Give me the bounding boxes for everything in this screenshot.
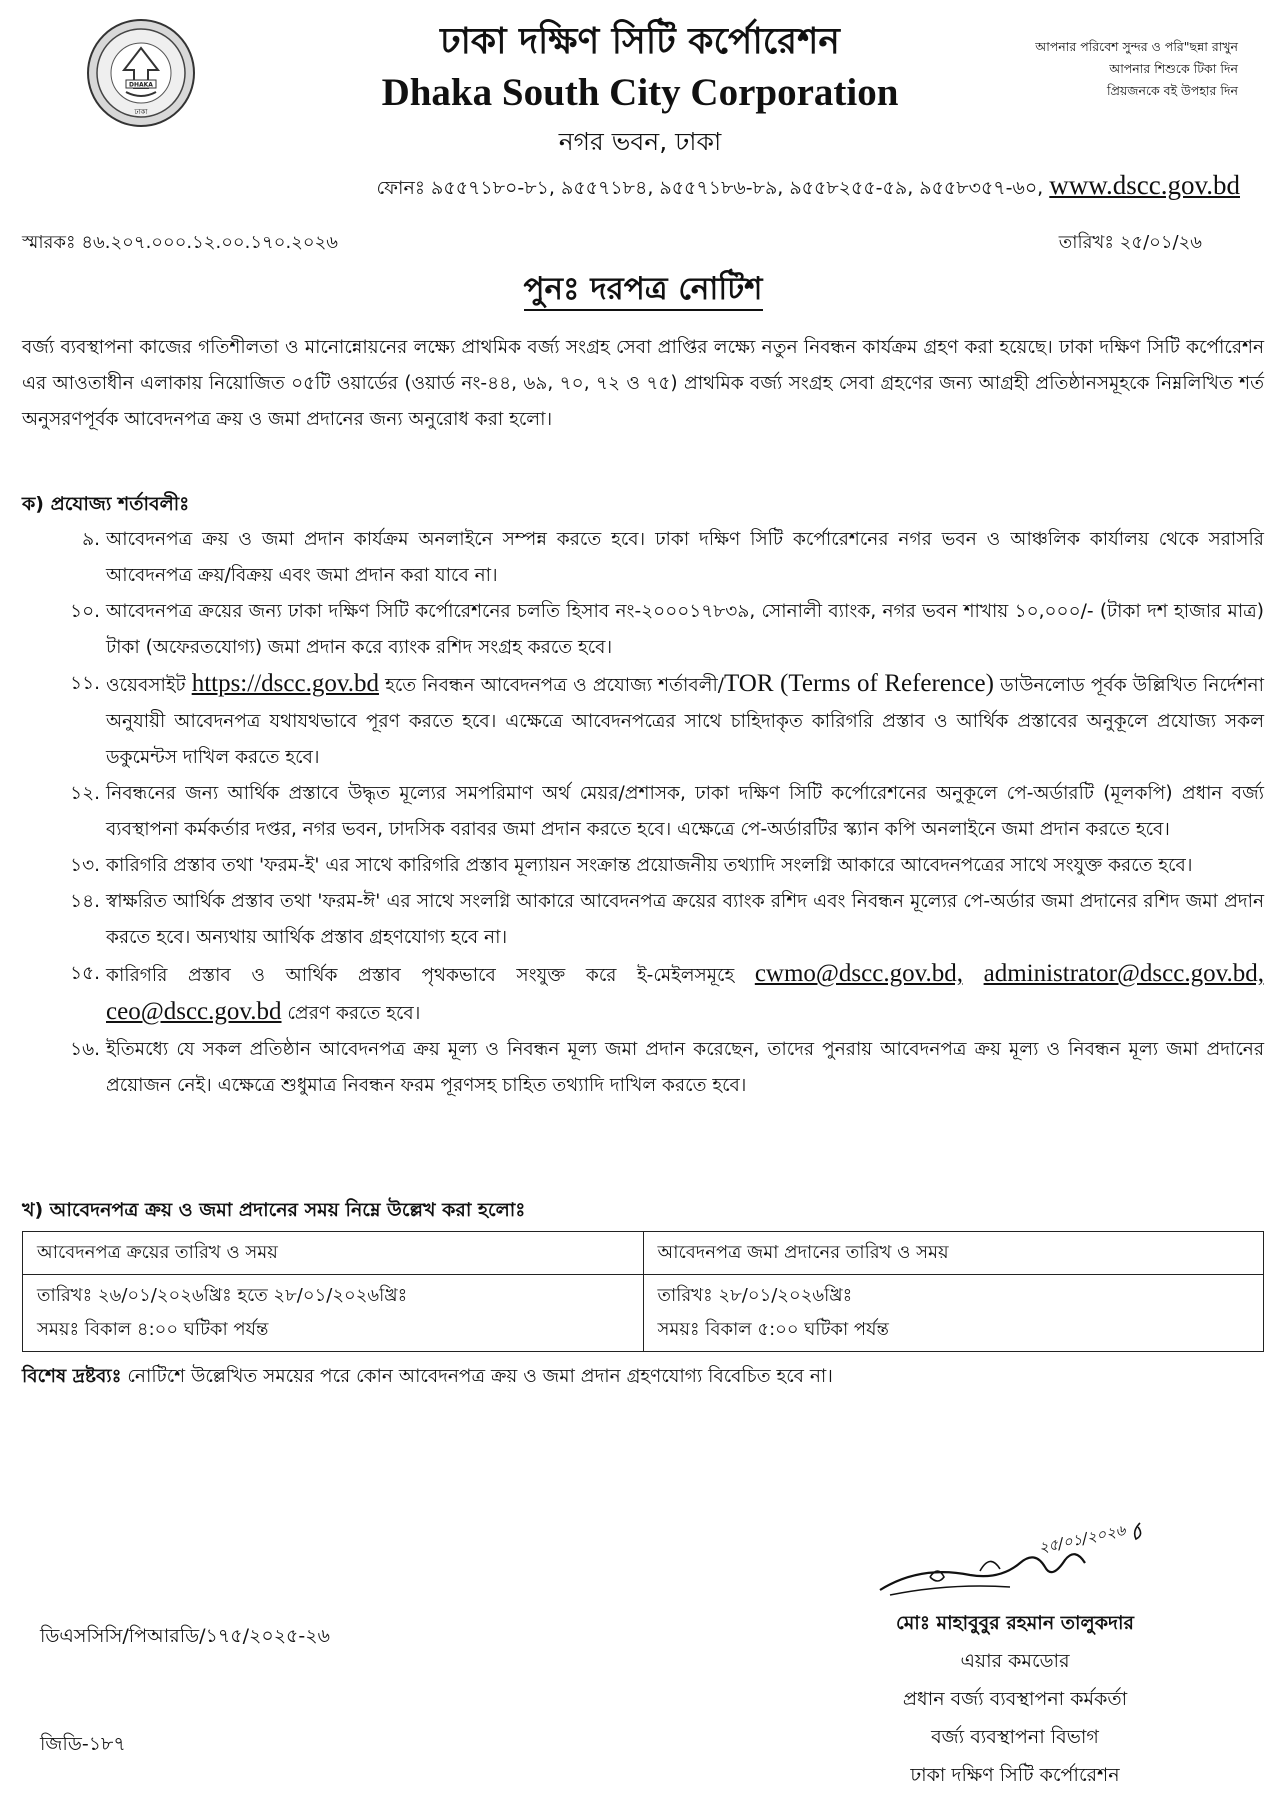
item-number: ১৩. — [70, 855, 100, 876]
item-text-part: হতে নিবন্ধন আবেদনপত্র ও প্রযোজ্য শর্তাবলী/ — [385, 675, 724, 696]
list-item — [22, 956, 1264, 1032]
slogan-2: আপনার শিশুকে টিকা দিন — [1109, 61, 1238, 76]
item-text — [106, 956, 1264, 1032]
item-number: ৯. — [82, 529, 100, 550]
gd-number: জিডি-১৮৭ — [40, 1733, 126, 1755]
item-number: ১১. — [70, 673, 100, 694]
contact-line — [110, 170, 1240, 206]
memo-number: স্মারকঃ ৪৬.২০৭.০০০.১২.০০.১৭০.২০২৬ — [22, 232, 338, 253]
notice-date: তারিখঃ ২৫/০১/২৬ — [1058, 232, 1202, 253]
schedule-table — [22, 1231, 1264, 1352]
signature-date: ২৫/০১/২০২৬ — [1037, 1520, 1128, 1557]
signatory-designation: প্রধান বর্জ্য ব্যবস্থাপনা কর্মকর্তা — [902, 1688, 1128, 1710]
email-link-cwmo[interactable]: cwmo@dscc.gov.bd, — [754, 960, 963, 987]
special-note-text: নোটিশে উল্লেখিত সময়ের পরে কোন আবেদনপত্র ক্রয় ও জমা প্রদান গ্রহণযোগ্য বিবেচিত হবে না। — [127, 1366, 833, 1387]
list-item — [22, 884, 1264, 956]
submit-schedule-cell — [643, 1275, 1264, 1352]
email-link-ceo[interactable]: ceo@dscc.gov.bd — [106, 998, 282, 1025]
item-text: আবেদনপত্র ক্রয়ের জন্য ঢাকা দক্ষিণ সিটি কর্পোরেশনের চলতি হিসাব নং-২০০০১৭৮৩৯, সোনালী ব্যাংক, নগর ভবন শাখায় ১০,০০০/- (টাকা দশ হাজার মাত্র) টাকা (অফেরতযোগ্য) জমা প্রদান করে ব্যাংক রশিদ সংগ্রহ করতে হবে। — [106, 601, 1264, 658]
slogans — [938, 36, 1238, 102]
item-text-part: ডাউনলোড পূর্বক উল্লিখিত নির্দেশনা অনুযায়ী আবেদনপত্র যথাযথভাবে পূরণ করতে হবে। এক্ষেত্রে আবেদনপত্রের সাথে চাহিদাকৃত কারিগরি প্রস্তাব ও আর্থিক প্রস্তাবের অনুকূলে প্রযোজ্য সকল ডকুমেন্টস দাখিল করতে হবে। — [106, 675, 1264, 768]
item-text — [106, 666, 1264, 776]
slogan-1: আপনার পরিবেশ সুন্দর ও পরি"ছন্না রাখুন — [1035, 39, 1238, 54]
org-name-bangla: ঢাকা দক্ষিণ সিটি কর্পোরেশন — [440, 21, 840, 62]
item-number: ১০. — [70, 601, 100, 622]
list-item — [22, 594, 1264, 666]
notice-title — [0, 265, 1286, 317]
phone-numbers: ফোনঃ ৯৫৫৭১৮০-৮১, ৯৫৫৭১৮৪, ৯৫৫৭১৮৬-৮৯, ৯৫৫৮২৫৫-৫৯, ৯৫৫৮৩৫৭-৬০, — [376, 177, 1044, 199]
section-b-heading: খ) আবেদনপত্র ক্রয় ও জমা প্রদানের সময় নিম্নে উল্লেখ করা হলোঃ — [22, 1199, 526, 1221]
list-item — [22, 522, 1264, 594]
table-header-cell: আবেদনপত্র ক্রয়ের তারিখ ও সময় — [23, 1232, 644, 1275]
item-number: ১৪. — [70, 891, 100, 912]
item-number: ১৫. — [70, 963, 100, 984]
item-text: স্বাক্ষরিত আর্থিক প্রস্তাব তথা 'ফরম-ঈ' এর সাথে সংলগ্নি আকারে আবেদনপত্র ক্রয়ের ব্যাংক রশিদ এবং নিবন্ধন মূল্যের পে-অর্ডার জমা প্রদানের রশিদ জমা প্রদান করতে হবে। অন্যথায় আর্থিক প্রস্তাব গ্রহণযোগ্য হবে না। — [106, 891, 1264, 948]
item-text: কারিগরি প্রস্তাব তথা 'ফরম-ই' এর সাথে কারিগরি প্রস্তাব মূল্যায়ন সংক্রান্ত প্রয়োজনীয় তথ্যাদি সংলগ্নি আকারে আবেদনপত্রের সাথে সংযুক্ত করতে হবে। — [106, 855, 1193, 876]
item-text: ইতিমধ্যে যে সকল প্রতিষ্ঠান আবেদনপত্র ক্রয় মূল্য ও নিবন্ধন মূল্য জমা প্রদান করেছেন, তাদের পুনরায় আবেদনপত্র ক্রয় মূল্য ও নিবন্ধন মূল্য জমা প্রদানের প্রয়োজন নেই। এক্ষেত্রে শুধুমাত্র নিবন্ধন ফরম পূরণসহ চাহিত তথ্যাদি দাখিল করতে হবে। — [106, 1039, 1264, 1096]
item-text-part: প্রেরণ করতে হবে। — [287, 1003, 421, 1024]
purchase-schedule-cell — [23, 1275, 644, 1352]
item-text: আবেদনপত্র ক্রয় ও জমা প্রদান কার্যক্রম অনলাইনে সম্পন্ন করতে হবে। ঢাকা দক্ষিণ সিটি কর্পোরেশনের নগর ভবন ও আঞ্চলিক কার্যালয় থেকে সরাসরি আবেদনপত্র ক্রয়/বিক্রয় এবং জমা প্রদান করা যাবে না। — [106, 529, 1264, 586]
signatory-name: মোঃ মাহাবুবুর রহমান তালুকদার — [896, 1612, 1134, 1634]
list-item — [22, 1032, 1264, 1104]
section-a-heading: ক) প্রযোজ্য শর্তাবলীঃ — [22, 493, 190, 515]
logo-text: DHAKA — [129, 81, 153, 89]
org-name-english: Dhaka South City Corporation — [381, 71, 899, 114]
slogan-3: প্রিয়জনকে বই উপহার দিন — [1107, 83, 1238, 98]
signatory-rank: এয়ার কমডোর — [960, 1650, 1070, 1672]
signature — [860, 1505, 1160, 1615]
email-link-administrator[interactable]: administrator@dscc.gov.bd, — [983, 960, 1264, 987]
item-text-part: ওয়েবসাইট — [106, 675, 186, 696]
table-header-cell: আবেদনপত্র জমা প্রদানের তারিখ ও সময় — [643, 1232, 1264, 1275]
website-link[interactable]: www.dscc.gov.bd — [1049, 170, 1240, 200]
conditions-list — [22, 522, 1264, 1104]
dscc-logo-icon — [86, 18, 196, 128]
tor-text: TOR (Terms of Reference) — [723, 670, 994, 697]
signatory-organization: ঢাকা দক্ষিণ সিটি কর্পোরেশন — [910, 1764, 1120, 1786]
item-number: ১৬. — [70, 1039, 100, 1060]
special-note-label: বিশেষ দ্রষ্টব্যঃ — [22, 1366, 122, 1387]
table-header-row — [23, 1232, 1264, 1275]
org-address: নগর ভবন, ঢাকা — [558, 127, 722, 156]
special-note — [22, 1362, 833, 1393]
purchase-time: সময়ঃ বিকাল ৪:০০ ঘটিকা পর্যন্ত — [37, 1319, 269, 1340]
purchase-date: তারিখঃ ২৬/০১/২০২৬খ্রিঃ হতে ২৮/০১/২০২৬খ্রিঃ — [37, 1285, 408, 1306]
list-item — [22, 776, 1264, 848]
table-row — [23, 1275, 1264, 1352]
list-item — [22, 666, 1264, 776]
intro-paragraph: বর্জ্য ব্যবস্থাপনা কাজের গতিশীলতা ও মানোন্নোয়নের লক্ষ্যে প্রাথমিক বর্জ্য সংগ্রহ সেবা প্রাপ্তির লক্ষ্যে নতুন নিবন্ধন কার্যক্রম গ্রহণ করা হয়েছে। ঢাকা দক্ষিণ সিটি কর্পোরেশন এর আওতাধীন এলাকায় নিয়োজিত ০৫টি ওয়ার্ডের (ওয়ার্ড নং-৪৪, ৬৯, ৭০, ৭২ ও ৭৫) প্রাথমিক বর্জ্য সংগ্রহ সেবা গ্রহণের জন্য আগ্রহী প্রতিষ্ঠানসমূহকে নিম্নলিখিত শর্ত অনুসরণপূর্বক আবেদনপত্র ক্রয় ও জমা প্রদানের জন্য অনুরোধ করা হলো। — [22, 337, 1264, 430]
reference-number: ডিএসসিসি/পিআরডি/১৭৫/২০২৫-২৬ — [40, 1625, 330, 1647]
logo-subtext: ঢাকা — [134, 108, 148, 116]
notice-title-text: পুনঃ দরপত্র নোটিশ — [524, 271, 763, 311]
submit-time: সময়ঃ বিকাল ৫:০০ ঘটিকা পর্যন্ত — [657, 1319, 889, 1340]
item-text-part: কারিগরি প্রস্তাব ও আর্থিক প্রস্তাব পৃথকভাবে সংযুক্ত করে ই-মেইলসমূহে — [106, 965, 735, 986]
submit-date: তারিখঃ ২৮/০১/২০২৬খ্রিঃ — [657, 1285, 853, 1306]
item-text: নিবন্ধনের জন্য আর্থিক প্রস্তাবে উদ্ধৃত মূল্যের সমপরিমাণ অর্থ মেয়র/প্রশাসক, ঢাকা দক্ষিণ সিটি কর্পোরেশনের অনুকূলে পে-অর্ডারটি (মূলকপি) প্রধান বর্জ্য ব্যবস্থাপনা কর্মকর্তার দপ্তর, নগর ভবন, ঢাদসিক বরাবর জমা প্রদান করতে হবে। এক্ষেত্রে পে-অর্ডারটির স্ক্যান কপি অনলাইনে জমা প্রদান করতে হবে। — [106, 783, 1264, 840]
website-url-link[interactable]: https://dscc.gov.bd — [191, 670, 379, 697]
signatory-department: বর্জ্য ব্যবস্থাপনা বিভাগ — [931, 1726, 1099, 1748]
item-number: ১২. — [70, 783, 100, 804]
list-item — [22, 848, 1264, 884]
signatory-block — [780, 1604, 1250, 1794]
